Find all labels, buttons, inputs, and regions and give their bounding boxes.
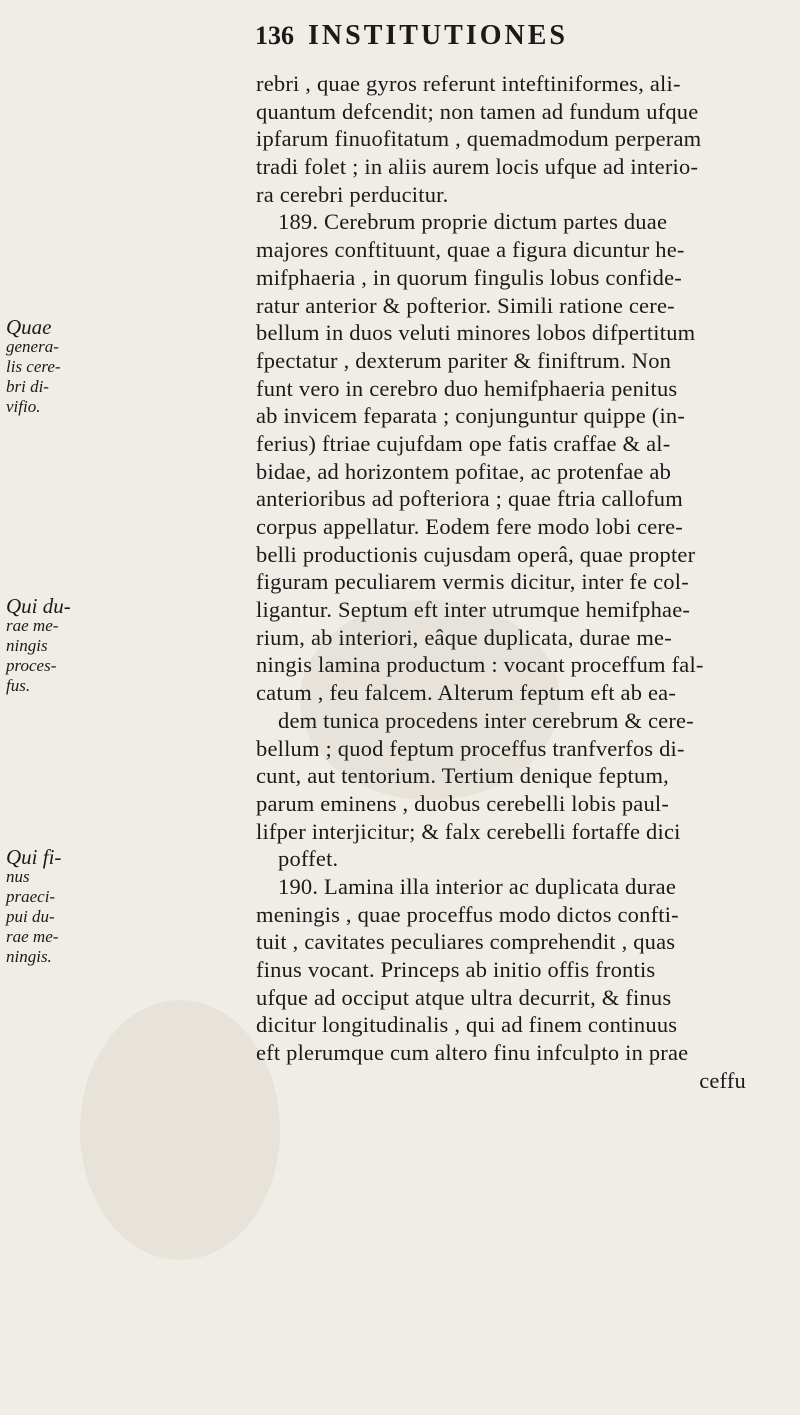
paper-stain <box>80 1000 280 1260</box>
text-line: ra cerebri perducitur. <box>256 181 449 207</box>
margin-note-line: genera- <box>6 337 59 356</box>
text-line: belli productionis cujusdam operâ, quae propter <box>256 541 696 567</box>
text-line: ningis lamina productum : vocant proceffum fal- <box>256 652 704 678</box>
paragraph-start-189: 189. Cerebrum proprie dictum partes duae <box>278 209 668 235</box>
margin-note-line: ningis. <box>6 947 52 966</box>
text-line: tuit , cavitates peculiares comprehendit , quas <box>256 929 676 955</box>
text-line: tradi folet ; in aliis aurem locis ufque ad interio- <box>256 154 699 180</box>
text-line: figuram peculiarem vermis dicitur, inter fe col- <box>256 569 689 595</box>
text-line: quantum defcendit; non tamen ad fundum ufque <box>256 98 699 124</box>
text-line: eft plerumque cum altero finu infculpto in prae <box>256 1040 689 1066</box>
margin-note-division <box>6 317 102 417</box>
catchword: ceffu <box>699 1067 746 1093</box>
margin-note-line: Qui du- <box>6 594 71 618</box>
text-line: cunt, aut tentorium. Tertium denique feptum, <box>256 763 669 789</box>
margin-note-processes <box>6 596 102 696</box>
text-line: ipfarum finuofitatum , quemadmodum perperam <box>256 126 702 152</box>
running-title: INSTITUTIONES <box>308 20 568 51</box>
margin-note-line: Quae <box>6 315 52 339</box>
text-line: finus vocant. Princeps ab initio offis frontis <box>256 957 656 982</box>
text-line: rebri , quae gyros referunt inteftiniformes, ali- <box>256 71 681 96</box>
text-line: ratur anterior & pofterior. Simili ratione cere- <box>256 292 675 318</box>
text-line: rium, ab interiori, eâque duplicata, durae me- <box>256 624 672 650</box>
margin-note-sinuses <box>6 847 102 967</box>
text-line: bellum in duos veluti minores lobos difpertitum <box>256 320 696 346</box>
text-line: ufque ad occiput atque ultra decurrit, & finus <box>256 984 672 1010</box>
running-header <box>255 20 775 64</box>
text-line: meningis , quae proceffus modo dictos confti- <box>256 901 679 927</box>
text-line: ligantur. Septum eft inter utrumque hemifphae- <box>256 597 691 623</box>
margin-note-line: fus. <box>6 676 31 695</box>
margin-note-line: lis cere- <box>6 357 61 376</box>
text-line: bellum ; quod feptum proceffus tranfverfos di- <box>256 735 685 761</box>
text-line: catum , feu falcem. Alterum feptum eft ab ea- <box>256 680 677 706</box>
text-line: anterioribus ad pofteriora ; quae ftria callofum <box>256 486 683 512</box>
margin-note-line: ningis <box>6 636 48 655</box>
text-line: funt vero in cerebro duo hemifphaeria penitus <box>256 375 678 401</box>
text-line: dem tunica procedens inter cerebrum & cere- <box>278 707 694 733</box>
text-line: poffet. <box>278 846 339 872</box>
text-line: majores conftituunt, quae a figura dicuntur he- <box>256 237 685 263</box>
margin-note-line: praeci- <box>6 887 56 906</box>
text-line: bidae, ad horizontem pofitae, ac protenfae ab <box>256 458 672 484</box>
text-line: fpectatur , dexterum pariter & finiftrum. Non <box>256 347 672 373</box>
margin-note-line: proces- <box>6 656 57 675</box>
margin-note-line: bri di- <box>6 377 49 396</box>
margin-note-line: Qui fi- <box>6 845 62 869</box>
text-line: corpus appellatur. Eodem fere modo lobi cere- <box>256 514 683 539</box>
margin-note-line: rae me- <box>6 927 59 946</box>
margin-note-line: rae me- <box>6 616 59 635</box>
text-line: ferius) ftriae cujufdam ope fatis craffae & al- <box>256 430 671 456</box>
text-line: ab invicem feparata ; conjunguntur quippe (in- <box>256 403 686 429</box>
page-number: 136 <box>255 21 294 50</box>
margin-note-line: nus <box>6 867 30 886</box>
text-line: dicitur longitudinalis , qui ad finem continuus <box>256 1012 678 1038</box>
text-line: lifper interjicitur; & falx cerebelli fortaffe dici <box>256 818 681 844</box>
text-line: parum eminens , duobus cerebelli lobis paul- <box>256 790 670 816</box>
paragraph-start-190: 190. Lamina illa interior ac duplicata durae <box>278 873 677 899</box>
margin-note-line: pui du- <box>6 907 55 926</box>
text-line: mifphaeria , in quorum fingulis lobus confide- <box>256 264 682 290</box>
margin-note-line: vifio. <box>6 397 41 416</box>
main-text <box>256 70 786 1094</box>
